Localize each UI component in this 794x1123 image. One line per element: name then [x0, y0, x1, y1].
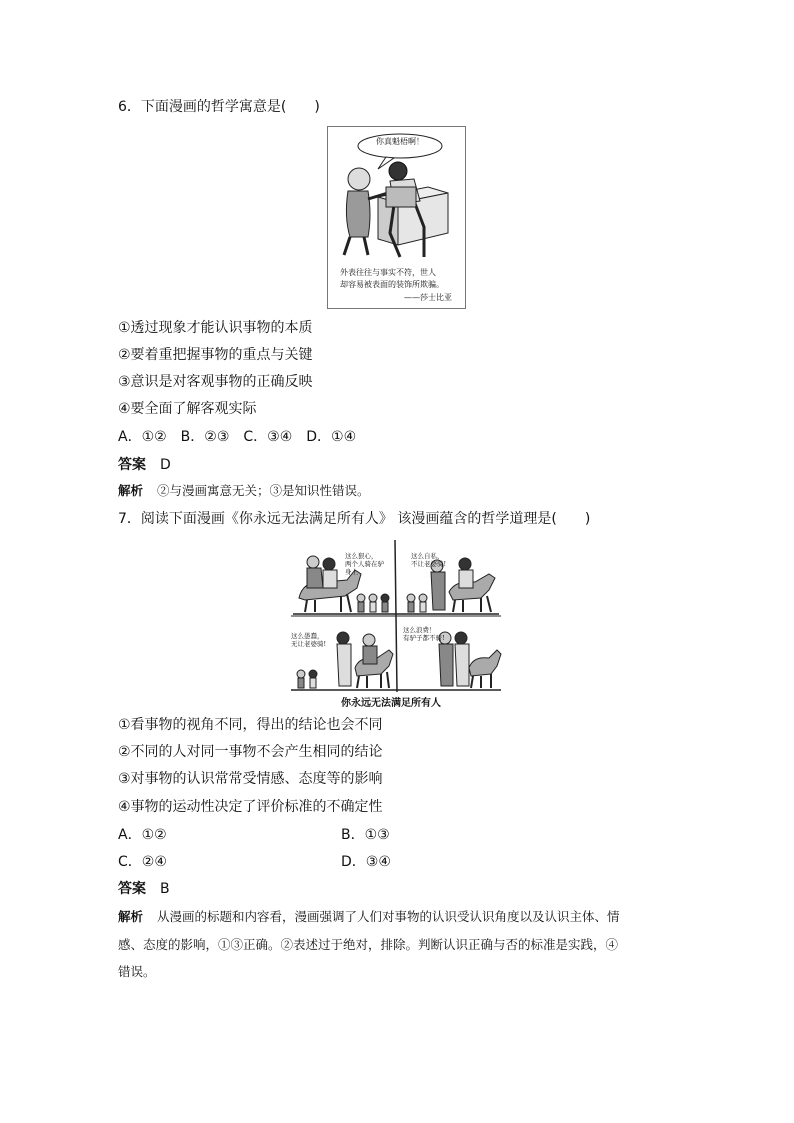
- q7-analysis-line-2: 感、态度的影响，①③正确。②表述过于绝对，排除。判断认识正确与否的标准是实践，④: [118, 937, 619, 952]
- cartoon-7-panel-4-text: [403, 626, 445, 642]
- q6-analysis: [118, 482, 370, 500]
- q6-option-3: ③意识是对客观事物的正确反映: [118, 374, 313, 390]
- cartoon-7-panel-3-line-1: 这么愚蠢，: [291, 632, 324, 640]
- q6-option-2: ②要着重把握事物的重点与关键: [118, 347, 313, 363]
- cartoon-6: [327, 126, 466, 309]
- cartoon-7-panel-1-line-3: 身上: [345, 568, 358, 576]
- cartoon-7-panel-2-line-1: 这么自私，: [411, 552, 444, 560]
- q7-option-1: ①看事物的视角不同，得出的结论也会不同: [118, 717, 383, 733]
- q7-answer: [118, 880, 170, 898]
- cartoon-7-panel-2-line-2: 不让老婆骑!: [411, 560, 447, 568]
- q7-choice-b: B．①③: [341, 827, 390, 843]
- q7-analysis-text-1: 从漫画的标题和内容看，漫画强调了人们对事物的认识受认识角度以及认识主体、情: [157, 909, 620, 924]
- q6-option-4: ④要全面了解客观实际: [118, 401, 257, 417]
- q7-option-3: ③对事物的认识常常受情感、态度等的影响: [118, 771, 383, 787]
- q7-choice-d: D．③④: [341, 854, 391, 870]
- q6-answer-value: D: [160, 457, 171, 473]
- cartoon-7: [285, 540, 507, 708]
- q7-option-2: ②不同的人对同一事物不会产生相同的结论: [118, 744, 383, 760]
- q7-choice-c: C．②④: [118, 854, 167, 870]
- q7-answer-value: B: [160, 881, 170, 897]
- q6-answer: [118, 456, 171, 474]
- q6-answer-label: 答案: [118, 457, 146, 473]
- cartoon-6-caption-1: 外表往往与事实不符，世人: [340, 268, 436, 277]
- q6-option-1: ①透过现象才能认识事物的本质: [118, 320, 313, 336]
- cartoon-7-panel-2-text: [411, 552, 446, 568]
- q6-analysis-label: 解析: [118, 483, 144, 498]
- q6-analysis-text: ②与漫画寓意无关；③是知识性错误。: [157, 483, 370, 498]
- q7-analysis-line-3: 错误。: [118, 964, 156, 979]
- cartoon-7-panel-1-line-1: 这么狠心，: [345, 552, 378, 560]
- q7-analysis-label: 解析: [118, 909, 144, 924]
- cartoon-7-panel-3-line-2: 无让老婆骑!: [291, 640, 327, 648]
- cartoon-7-title: 你永远无法满足所有人: [341, 698, 441, 709]
- q6-choices: A．①② B．②③ C．③④ D．①④: [118, 429, 357, 445]
- cartoon-6-bubble: 你真魁梧啊！: [376, 137, 424, 146]
- cartoon-7-panel-1-line-2: 两个人骑在驴: [345, 560, 384, 568]
- cartoon-7-panel-1-text: [345, 552, 384, 576]
- cartoon-7-illustration: [285, 540, 507, 708]
- question-6-stem: 6．下面漫画的哲学寓意是( ): [118, 99, 320, 115]
- q7-option-4: ④事物的运动性决定了评价标准的不确定性: [118, 799, 383, 815]
- question-7-stem: 7．阅读下面漫画《你永远无法满足所有人》 该漫画蕴含的哲学道理是( ): [118, 511, 591, 527]
- cartoon-6-caption-2: 却容易被表面的装饰所欺骗。: [340, 280, 444, 289]
- cartoon-6-author: ——莎士比亚: [404, 293, 452, 302]
- q7-choice-a: A．①②: [118, 827, 167, 843]
- cartoon-7-panel-4-line-1: 这么浪费！: [403, 626, 436, 634]
- cartoon-7-panel-4-line-2: 有驴子都不骑!: [403, 634, 445, 642]
- q7-answer-label: 答案: [118, 881, 146, 897]
- q7-analysis-line-1: [118, 908, 620, 926]
- cartoon-7-panel-3-text: [291, 632, 326, 648]
